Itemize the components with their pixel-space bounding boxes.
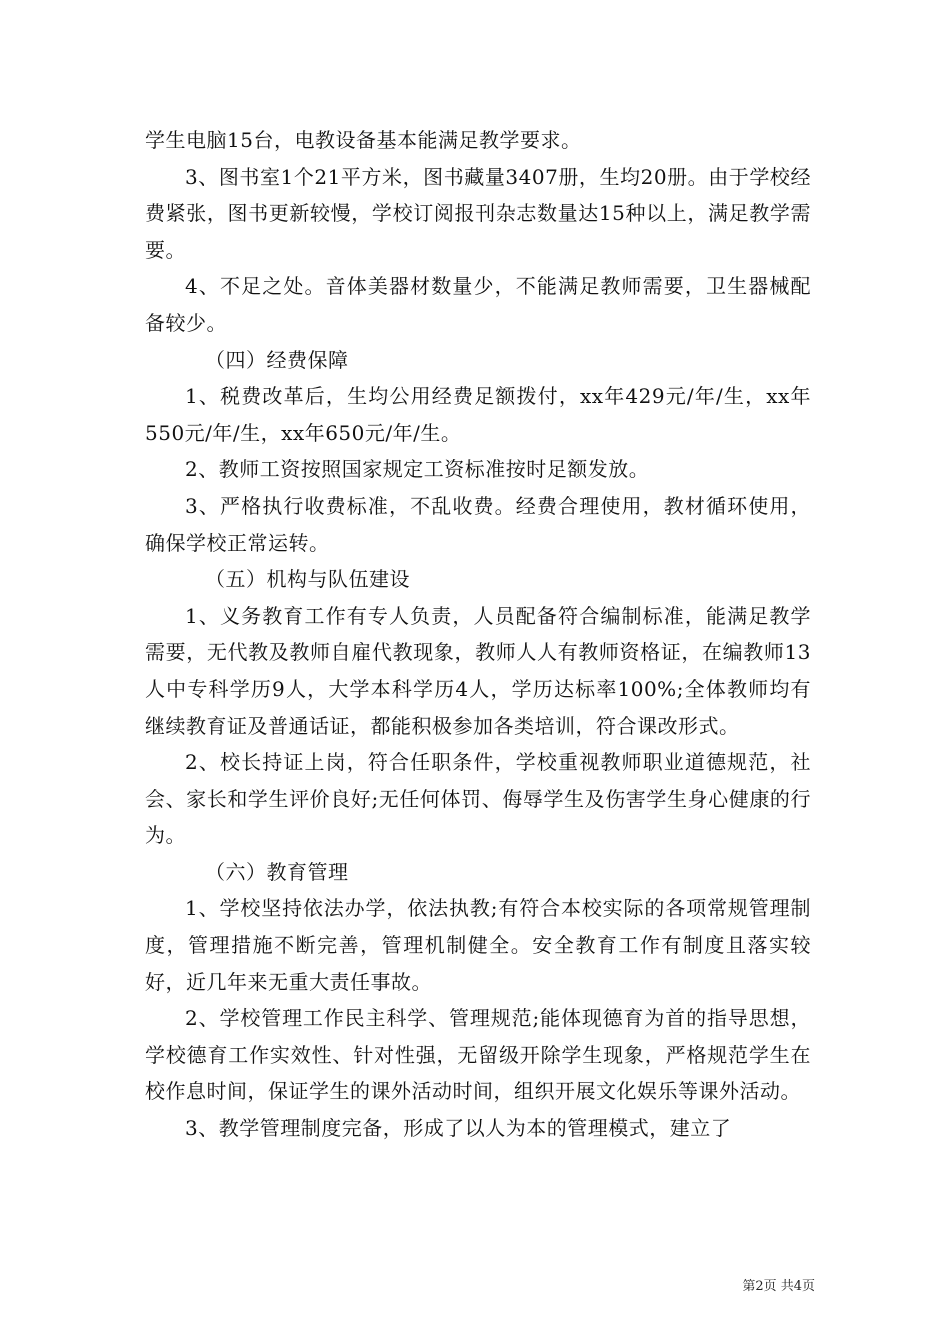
paragraph: 1、义务教育工作有专人负责，人员配备符合编制标准，能满足教学需要，无代教及教师自雇代教现象，教师人人有教师资格证，在编教师13人中专科学历9人，大学本科学历4人，学历达标率100%;全体教师均有继续教育证及普通话证，都能积极参加各类培训，符合课改形式。 bbox=[145, 603, 811, 738]
paragraph: 1、学校坚持依法办学，依法执教;有符合本校实际的各项常规管理制度，管理措施不断完善，管理机制健全。安全教育工作有制度且落实较好，近几年来无重大责任事故。 bbox=[145, 896, 811, 994]
section-heading: （六）教育管理 bbox=[205, 859, 349, 884]
section-heading: （四）经费保障 bbox=[205, 347, 349, 372]
page-number: 第2页 共4页 bbox=[742, 1279, 815, 1294]
paragraph: 3、教学管理制度完备，形成了以人为本的管理模式，建立了 bbox=[185, 1116, 732, 1141]
paragraph: 2、教师工资按照国家规定工资标准按时足额发放。 bbox=[185, 457, 650, 482]
paragraph: 1、税费改革后，生均公用经费足额拨付，xx年429元/年/生，xx年550元/年/生，xx年650元/年/生。 bbox=[145, 384, 811, 445]
paragraph: 4、不足之处。音体美器材数量少，不能满足教师需要，卫生器械配备较少。 bbox=[145, 274, 811, 335]
paragraph: 2、校长持证上岗，符合任职条件，学校重视教师职业道德规范，社会、家长和学生评价良好;无任何体罚、侮辱学生及伤害学生身心健康的行为。 bbox=[145, 750, 811, 848]
paragraph: 3、严格执行收费标准，不乱收费。经费合理使用，教材循环使用，确保学校正常运转。 bbox=[145, 493, 811, 555]
paragraph: 3、图书室1个21平方米，图书藏量3407册，生均20册。由于学校经费紧张，图书更新较慢，学校订阅报刊杂志数量达15种以上，满足教学需要。 bbox=[145, 164, 811, 262]
section-heading: （五）机构与队伍建设 bbox=[205, 567, 410, 592]
document-body bbox=[145, 122, 811, 1147]
paragraph: 2、学校管理工作民主科学、管理规范;能体现德育为首的指导思想，学校德育工作实效性、针对性强，无留级开除学生现象，严格规范学生在校作息时间，保证学生的课外活动时间，组织开展文化娱乐等课外活动。 bbox=[145, 1006, 811, 1104]
paragraph: 学生电脑15台，电教设备基本能满足教学要求。 bbox=[145, 128, 582, 152]
